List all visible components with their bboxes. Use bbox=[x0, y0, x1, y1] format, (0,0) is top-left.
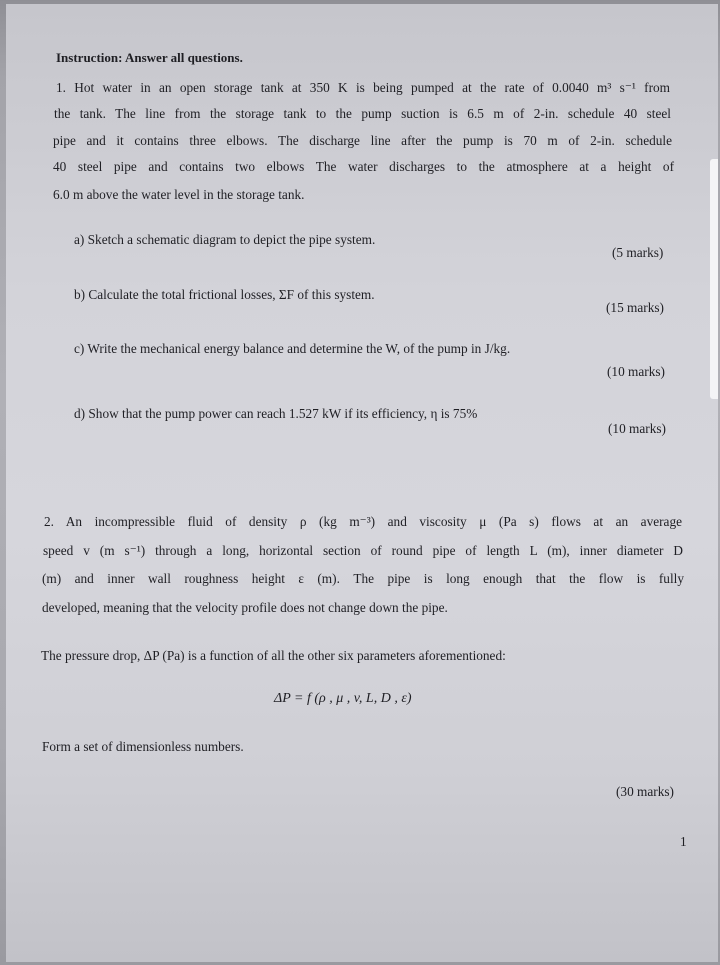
instruction-heading: Instruction: Answer all questions. bbox=[56, 50, 243, 65]
paper-edge-tab bbox=[710, 159, 718, 399]
q1-part-d: d) Show that the pump power can reach 1.527 kW if its efficiency, η is 75% bbox=[74, 406, 478, 421]
q1-line-2: the tank. The line from the storage tank to the pump suction is 6.5 m of 2-in. schedule 40 steel bbox=[54, 106, 671, 121]
q1-part-a-marks: (5 marks) bbox=[612, 245, 664, 260]
q1-part-d-marks: (10 marks) bbox=[608, 421, 666, 436]
q2-marks: (30 marks) bbox=[616, 784, 674, 799]
q1-part-b: b) Calculate the total frictional losses, ΣF of this system. bbox=[74, 287, 375, 302]
q1-part-a: a) Sketch a schematic diagram to depict the pipe system. bbox=[74, 232, 376, 247]
q2-line-4: developed, meaning that the velocity profile does not change down the pipe. bbox=[42, 600, 448, 615]
q2-form-line: Form a set of dimensionless numbers. bbox=[42, 739, 244, 754]
q2-equation: ΔP = f (ρ , μ , v, L, D , ε) bbox=[274, 691, 412, 706]
q1-line-4: 40 steel pipe and contains two elbows The water discharges to the atmosphere at a height of bbox=[53, 159, 674, 174]
page-number: 1 bbox=[680, 834, 687, 849]
q1-part-b-marks: (15 marks) bbox=[606, 300, 664, 315]
q1-line-5: 6.0 m above the water level in the storage tank. bbox=[53, 187, 305, 202]
q2-pressure-line: The pressure drop, ΔP (Pa) is a function of all the other six parameters aforementioned: bbox=[41, 648, 506, 663]
q1-part-c-marks: (10 marks) bbox=[607, 364, 665, 379]
q2-line-3: (m) and inner wall roughness height ε (m). The pipe is long enough that the flow is fully bbox=[42, 571, 684, 586]
q2-line-1: 2. An incompressible fluid of density ρ (kg m⁻³) and viscosity μ (Pa s) flows at an average bbox=[44, 514, 682, 529]
q1-line-3: pipe and it contains three elbows. The discharge line after the pump is 70 m of 2-in. schedule bbox=[53, 133, 672, 148]
q2-line-2: speed v (m s⁻¹) through a long, horizontal section of round pipe of length L (m), inner diameter D bbox=[43, 543, 683, 558]
q1-part-c: c) Write the mechanical energy balance and determine the W, of the pump in J/kg. bbox=[74, 341, 511, 356]
q1-line-1: 1. Hot water in an open storage tank at 350 K is being pumped at the rate of 0.0040 m³ s⁻¹ from bbox=[56, 80, 670, 95]
